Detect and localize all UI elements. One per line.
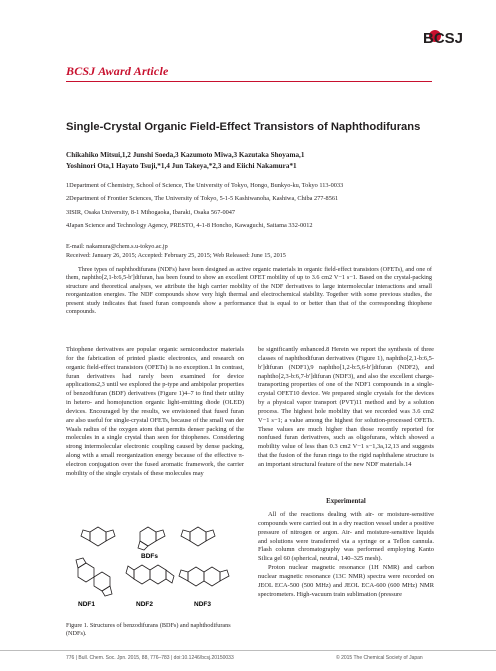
- abstract: Three types of naphthodifurans (NDFs) have been designed as active organic materials in organic field-effect transistors (OFETs), and one of them, naphtho[2,1-b:6,5-b′]difuran, has been found to show an excellent OFET mobility of up to 3.6 cm2 V−1 s−1. Based on the crystal-packing structure and theoretical analyses, we attribute the high carrier mobility of the NDF derivatives to large intermolecular interactions and small reorganization energies. The NDF compounds show very high thermal and electrochemical stability. Together with some previous studies, the present study indicates that fused furan compounds show a performance that is equal to or better than that of the corresponding thiophene compounds.: [66, 266, 432, 316]
- furan-ring: [181, 530, 190, 541]
- email-link[interactable]: E-mail: nakamura@chem.s.u-tokyo.ac.jp: [66, 243, 168, 250]
- section-heading-experimental: Experimental: [326, 498, 366, 505]
- affiliation: 4Japan Science and Technology Agency, PRESTO, 4-1-8 Honcho, Kawaguchi, Saitama 332-0012: [66, 222, 313, 229]
- furan-ring: [106, 530, 115, 541]
- footer-copyright: © 2015 The Chemical Society of Japan: [336, 655, 423, 661]
- award-rule: [66, 81, 432, 82]
- ndf2-ring: [134, 565, 150, 584]
- furan-ring: [102, 586, 112, 596]
- furan-ring: [81, 530, 90, 541]
- figure-label-bdfs: BDFs: [141, 553, 158, 560]
- affiliation: 2Department of Frontier Sciences, The University of Tokyo, 5-1-5 Kashiwanoha, Kashiwa, Chiba 277-8561: [66, 195, 339, 202]
- award-heading: BCSJ Award Article: [66, 64, 169, 78]
- ndf1-ring: [94, 572, 110, 591]
- footer-rule: [0, 650, 496, 651]
- contact-info: [66, 242, 446, 260]
- bdf-ring: [90, 527, 106, 546]
- experimental-paragraph: Proton nuclear magnetic resonance (1H NMR) and carbon nuclear magnetic resonance (13C NMR) spectra were recorded on JEOL ECA-500 (500 MHz) and JEOL ECA-600 (600 MHz) NMR spectrometers. High-vacuum train sublimation (pressure: [258, 564, 434, 598]
- ndf3-ring: [188, 567, 204, 586]
- body-text-right: be significantly enhanced.8 Herein we report the synthesis of three classes of naphthodifuran derivatives (Figure 1), naphtho[2,1-b:6,5-b′]difuran (NDF1),9 naphtho[1,2-b:5,6-b′]difuran (NDF2), and naphtho[2,3-b:6,7-b′]difuran (NDF3), and also the excellent charge-transporting properties of one of the NDF1 compounds in a single-crystal OFET10 device. We prepared single crystals for the devices by a physical vapor transport (PVT)11 method and by a solution process. The highest hole mobility that we recorded was 3.6 cm2 V−1 s−1; a value among the highest for solution-processed OFETs. These values are much higher than those recently reported for nonfused furan derivatives, such as oligofurans, which showed a mobility value of less than 0.3 cm2 V−1 s−1,3a,12,13 and suggests that the fusion of the furan rings to the rigid naphthalene structure is an important structural feature of the new NDF materials.14: [258, 346, 434, 468]
- figure-caption: Figure 1. Structures of benzodifurans (BDFs) and naphthodifurans (NDFs).: [66, 622, 231, 637]
- furan-ring: [206, 530, 215, 541]
- figure-label-ndf2: NDF2: [136, 601, 153, 608]
- bdf-structures: [76, 527, 229, 596]
- figure-label-ndf3: NDF3: [194, 601, 211, 608]
- ndf1-ring: [78, 563, 94, 582]
- affiliation: 3ISIR, Osaka University, 8-1 Mihogaoka, Ibaraki, Osaka 567-0047: [66, 209, 236, 216]
- experimental-paragraph: All of the reactions dealing with air- or moisture-sensitive compounds were carried out in a dry reaction vessel under a positive pressure of nitrogen or argon. Air- and moisture-sensitive liquids and solutions were transferred via a syringe or a Teflon cannula. Flash column chromatography was performed employing Kanto Silica gel 60 (spherical, neutral, 140–325 mesh).: [258, 511, 434, 563]
- logo-text: BCSJ: [423, 30, 464, 47]
- experimental-text: [258, 511, 434, 599]
- bdf-ring: [140, 527, 156, 546]
- article-title: Single-Crystal Organic Field-Effect Transistors of Naphthodifurans: [66, 121, 421, 133]
- furan-ring: [166, 570, 174, 583]
- furan-ring: [138, 541, 148, 550]
- furan-ring: [76, 558, 86, 568]
- furan-ring: [156, 530, 165, 541]
- furan-ring: [179, 570, 188, 581]
- bcsj-logo: [421, 27, 473, 47]
- authors-line: Chikahiko Mitsui,1,2 Junshi Soeda,3 Kazumoto Miwa,3 Kazutaka Shoyama,1: [66, 151, 305, 159]
- authors-line: Yoshinori Ota,1 Hayato Tsuji,*1,4 Jun Takeya,*2,3 and Eiichi Nakamura*1: [66, 162, 297, 170]
- furan-ring: [220, 570, 229, 581]
- furan-ring: [126, 566, 134, 579]
- footer-citation: 776 | Bull. Chem. Soc. Jpn. 2015, 88, 776–783 | doi:10.1246/bcsj.20150033: [66, 655, 234, 661]
- affiliation: 1Department of Chemistry, School of Science, The University of Tokyo, Hongo, Bunkyo-ku, Tokyo 113-0033: [66, 182, 344, 189]
- body-text-left: Thiophene derivatives are popular organic semiconductor materials for the fabrication of printed plastic electronics, and research on organic field-effect transistors (OFETs) is no exception.1 In contrast, furan derivatives had rarely been examined for device applications2,3 until we explored the p-type and ambipolar properties of benzodifuran (BDF) derivatives (Figure 1)4–7 to find their utility in hetero- and homojunction organic light-emitting diode (OLED) devices. Encouraged by the results, we envisioned that fused furan are also useful for single-crystal OFETs, because of the small van der Waals radius of the oxygen atom that permits denser packing of the molecules in a single crystal than seen for thiophenes. Considering strong intermolecular electronic coupling caused by dense packing, along with a small reorganization energy because of the effective π-electron conjugation over the fused aromatic framework, the carrier mobility of the single crystals of these molecules may: [66, 346, 244, 477]
- authors: [66, 150, 436, 172]
- figure-label-ndf1: NDF1: [78, 601, 95, 608]
- dates: Received: January 26, 2015; Accepted: February 25, 2015; Web Released: June 15, 2015: [66, 252, 286, 259]
- figure-1-structures: [68, 522, 240, 622]
- ndf3-ring: [204, 567, 220, 586]
- ndf2-ring: [150, 565, 166, 584]
- bdf-ring: [190, 527, 206, 546]
